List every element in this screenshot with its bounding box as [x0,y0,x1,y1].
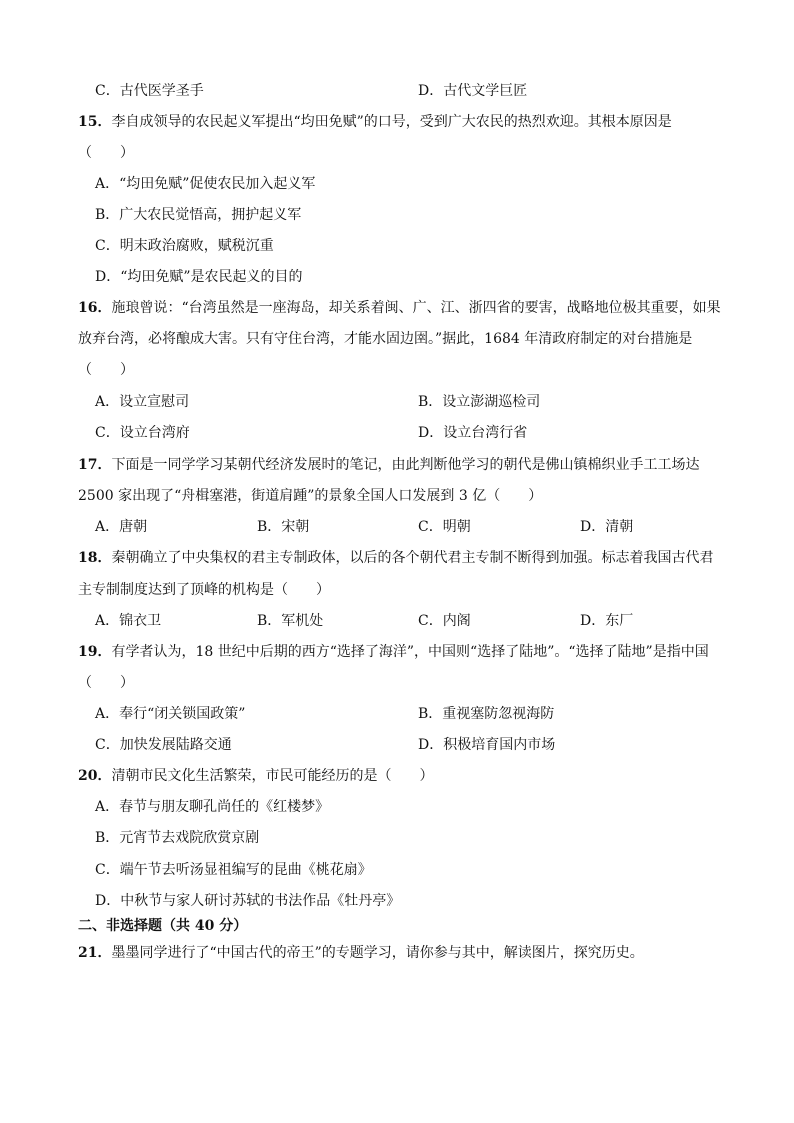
option-d: D．积极培育国内市场 [418,737,556,753]
question-17 [78,455,699,475]
question-20 [78,766,433,786]
question-stem-cont: 放弃台湾，必将酿成大害。只有守住台湾，才能水固边圉。”据此，1684 年清政府制定的对台措施是 [78,331,693,347]
question-number: 20． [78,768,112,784]
option-d: D．清朝 [580,519,634,535]
question-number: 19． [78,644,112,660]
option-a: A．“均田免赋”促使农民加入起义军 [95,176,316,192]
question-19 [78,642,709,662]
option-c: C．明末政治腐败，赋税沉重 [95,238,274,254]
question-number: 17． [78,457,112,473]
section-heading: 二、非选择题（共 40 分） [78,918,248,934]
answer-blank: （ ） [78,145,134,161]
option-c: C．设立台湾府 [95,425,190,441]
option-c: C．端午节去听汤显祖编写的昆曲《桃花扇》 [95,862,372,878]
option-d: D．“均田免赋”是农民起义的目的 [95,269,303,285]
question-stem-cont: 2500 家出现了“舟楫塞港，街道肩踵”的景象全国人口发展到 3 亿（ ） [78,488,543,504]
option-b: B．重视塞防忽视海防 [418,706,555,722]
option-b: B．广大农民觉悟高，拥护起义军 [95,207,302,223]
option-c: C．古代医学圣手 [95,83,204,99]
answer-blank: （ ） [78,362,134,378]
question-stem: 秦朝确立了中央集权的君主专制政体，以后的各个朝代君主专制不断得到加强。标志着我国古代君 [111,550,714,566]
question-16 [78,298,721,318]
question-number: 18． [78,550,112,566]
option-a: A．奉行“闭关锁国政策” [95,706,246,722]
option-c: C．加快发展陆路交通 [95,737,232,753]
question-21 [78,943,644,963]
option-a: A．锦衣卫 [95,613,162,629]
option-c: C．明朝 [418,519,471,535]
option-a: A．设立宣慰司 [95,394,190,410]
question-15 [78,112,672,132]
question-number: 21． [78,945,112,961]
question-stem-cont: 主专制制度达到了顶峰的机构是（ ） [78,582,330,598]
option-d: D．设立台湾行省 [418,425,528,441]
question-stem: 施琅曾说：“台湾虽然是一座海岛，却关系着闽、广、江、浙四省的要害，战略地位极其重要，如果 [111,300,721,316]
option-b: B．军机处 [257,613,324,629]
option-a: A．唐朝 [95,519,148,535]
question-18 [78,548,713,568]
question-stem: 有学者认为，18 世纪中后期的西方“选择了海洋”，中国则“选择了陆地”。“选择了陆地”是指中国 [111,644,709,660]
question-stem: 墨墨同学进行了“中国古代的帝王”的专题学习，请你参与其中，解读图片，探究历史。 [111,945,644,961]
option-d: D．中秋节与家人研讨苏轼的书法作品《牡丹亭》 [95,893,401,909]
option-c: C．内阁 [418,613,471,629]
question-stem: 李自成领导的农民起义军提出“均田免赋”的口号，受到广大农民的热烈欢迎。其根本原因是 [111,114,672,130]
question-stem: 下面是一同学学习某朝代经济发展时的笔记，由此判断他学习的朝代是佛山镇棉织业手工工场达 [111,457,700,473]
answer-blank: （ ） [78,675,134,691]
option-b: B．宋朝 [257,519,310,535]
option-d: D．东厂 [580,613,634,629]
option-b: B．元宵节去戏院欣赏京剧 [95,830,260,846]
question-number: 15． [78,114,112,130]
option-a: A．春节与朋友聊孔尚任的《红楼梦》 [95,799,330,815]
question-stem: 清朝市民文化生活繁荣，市民可能经历的是（ ） [111,768,434,784]
question-number: 16． [78,300,112,316]
option-b: B．设立澎湖巡检司 [418,394,541,410]
option-d: D．古代文学巨匠 [418,83,528,99]
